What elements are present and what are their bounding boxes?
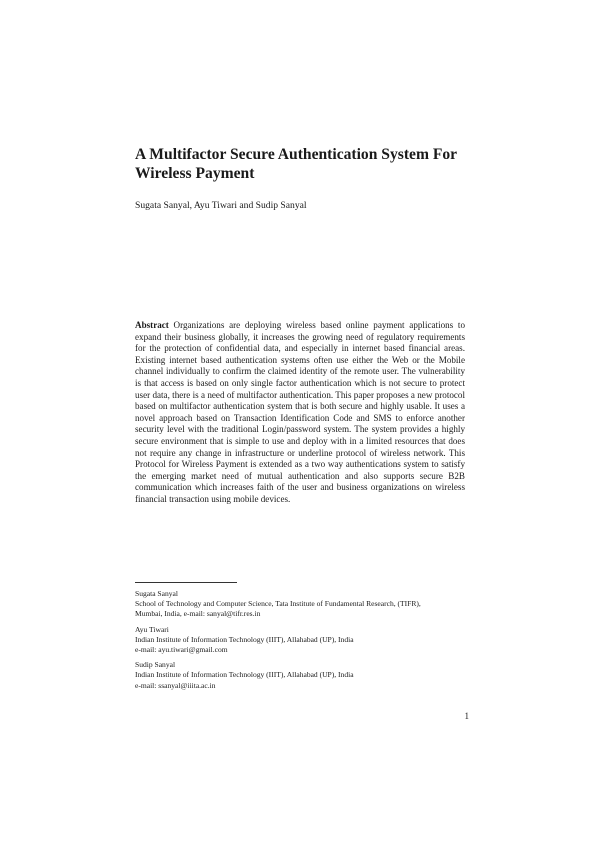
footnote-affiliation-email[interactable]: Mumbai, India, e-mail: sanyal@tifr.res.in (135, 609, 261, 619)
footnote-author-name: Ayu Tiwari (135, 624, 169, 634)
abstract (135, 320, 465, 506)
footnote-divider (135, 582, 237, 583)
paper-title: A Multifactor Secure Authentication System For Wireless Payment (135, 146, 457, 182)
footnote-author-name: Sugata Sanyal (135, 589, 178, 598)
footnote-affiliation: Indian Institute of Information Technology (IIIT), Allahabad (UP), India (135, 634, 354, 644)
abstract-label: Abstract (135, 320, 169, 330)
footnote-affiliation: Indian Institute of Information Technology (IIIT), Allahabad (UP), India (135, 670, 354, 680)
author-list: Sugata Sanyal, Ayu Tiwari and Sudip Sanyal (135, 200, 307, 211)
footnote-affiliation: School of Technology and Computer Science, Tata Institute of Fundamental Research, (TIFR), (135, 599, 421, 609)
abstract-text: Organizations are deploying wireless based online payment applications to expand their business globally, it increases the growing need of regulatory requirements for the protection of confidential data, and especially in internet based financial areas. Existing internet based authentication systems often use either the Web or the Mobile channel individually to confirm the claimed identity of the remote user. The vulnerability is that access is based on only single factor authentication which is not secure to protect user data, there is a need of multifactor authentication. This paper proposes a new protocol based on multifactor authentication system that is both secure and highly usable. It uses a novel approach based on Transaction Identification Code and SMS to enforce another security level with the traditional Login/password system. The system provides a highly secure environment that is simple to use and deploy with in a limited resources that does not require any change in infrastructure or underline protocol of wireless network. This Protocol for Wireless Payment is extended as a two way authentications system to satisfy the emerging market need of mutual authentication and also supports secure B2B communication which increases faith of the user and business organizations on wireless financial transaction using mobile devices. (135, 320, 465, 504)
author-footnotes (135, 589, 471, 696)
footnote-email[interactable]: e-mail: ssanyal@iiita.ac.in (135, 680, 216, 690)
footnote-author-name: Sudip Sanyal (135, 660, 176, 670)
footnote-author-2 (135, 625, 471, 656)
footnote-author-3 (135, 660, 471, 691)
page-number: 1 (464, 711, 469, 721)
footnote-email[interactable]: e-mail: ayu.tiwari@gmail.com (135, 645, 228, 655)
footnote-author-1 (135, 589, 471, 620)
